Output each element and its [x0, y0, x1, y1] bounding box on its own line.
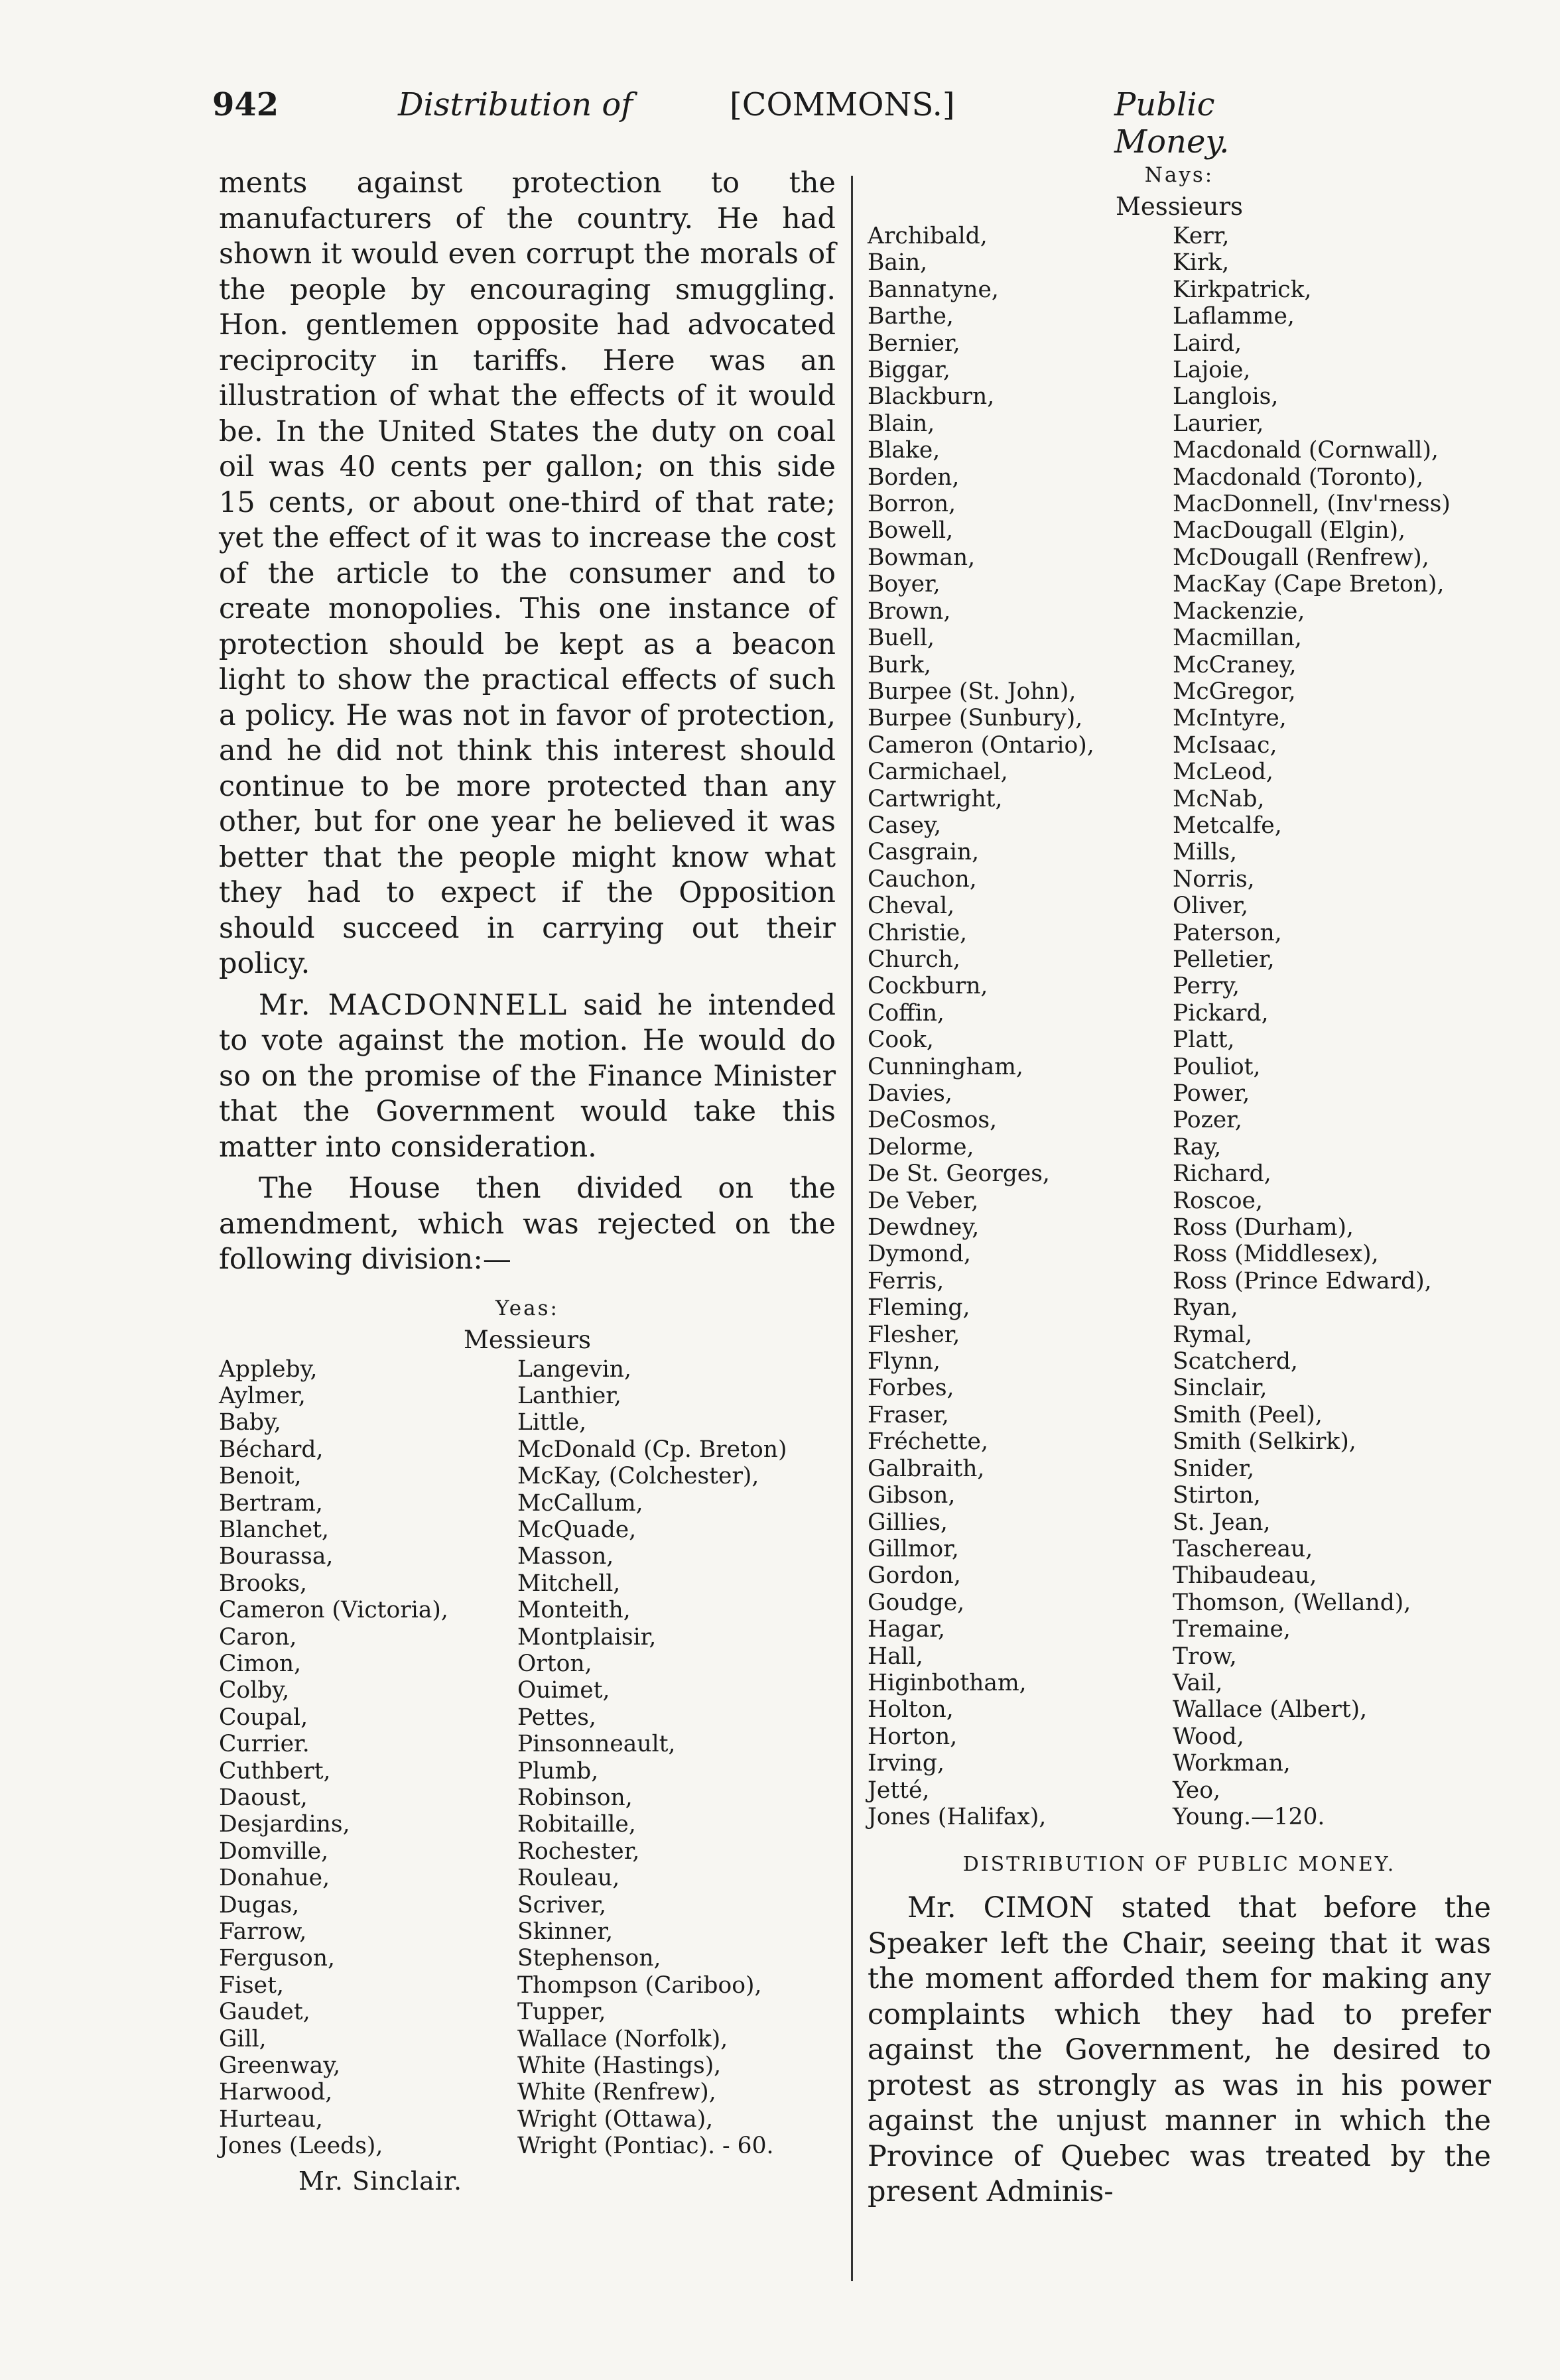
nay-member: MacKay (Cape Breton),: [1173, 571, 1445, 598]
yea-member: Caron,: [219, 1623, 297, 1651]
nay-member: Trow,: [1173, 1643, 1237, 1670]
nay-member: Gibson,: [868, 1482, 956, 1509]
nay-member: Galbraith,: [868, 1455, 985, 1482]
nay-member: Laflamme,: [1173, 303, 1295, 330]
nay-member: Burk,: [868, 651, 931, 678]
paired-member: Mr. Sinclair.: [298, 2166, 463, 2196]
nay-member: Taschereau,: [1173, 1535, 1313, 1562]
nay-member: Pozer,: [1173, 1107, 1242, 1134]
nays-column-2: [1173, 223, 1451, 1830]
nay-member: Barthe,: [868, 303, 954, 330]
nay-member: Blake,: [868, 437, 941, 464]
yea-member: Pinsonneault,: [517, 1731, 676, 1758]
nay-member: Ross (Middlesex),: [1173, 1241, 1379, 1268]
yea-member: Baby,: [219, 1409, 281, 1436]
nay-member: Workman,: [1173, 1750, 1291, 1777]
nay-member: Stirton,: [1173, 1482, 1261, 1509]
yea-member: Harwood,: [219, 2079, 333, 2106]
yea-member: McDonald (Cp. Breton): [517, 1436, 787, 1463]
yeas-heading: Yeas:: [495, 1296, 559, 1320]
yea-member: Rochester,: [517, 1838, 640, 1865]
nay-member: Fleming,: [868, 1294, 970, 1322]
nay-member: Casgrain,: [868, 839, 980, 866]
column-divider: [851, 176, 853, 2281]
yea-member: Montplaisir,: [517, 1623, 657, 1651]
nay-member: Gillmor,: [868, 1535, 959, 1562]
yea-member: Gaudet,: [219, 1999, 310, 2026]
yea-member: Pettes,: [517, 1704, 596, 1731]
nay-member: Cook,: [868, 1027, 934, 1054]
yea-member: Monteith,: [517, 1597, 631, 1624]
yea-member: Dugas,: [219, 1891, 300, 1918]
nay-member: Higinbotham,: [868, 1669, 1027, 1696]
yea-member: Daoust,: [219, 1785, 308, 1811]
nay-member: Ross (Durham),: [1173, 1214, 1354, 1241]
nay-member: Delorme,: [868, 1133, 974, 1160]
running-title-left: Distribution of: [398, 86, 633, 123]
yea-member: Rouleau,: [517, 1865, 620, 1892]
nay-member: Boyer,: [868, 571, 941, 598]
yea-member: Tupper,: [517, 1999, 606, 2026]
nay-member: Smith (Peel),: [1173, 1401, 1323, 1428]
nay-member: Thomson, (Welland),: [1173, 1589, 1411, 1616]
nay-member: Wallace (Albert),: [1173, 1696, 1368, 1723]
nay-member: Langlois,: [1173, 383, 1279, 410]
yea-member: Domville,: [219, 1838, 329, 1865]
nay-member: Davies,: [868, 1080, 952, 1107]
yea-member: Masson,: [517, 1543, 614, 1570]
yea-member: Greenway,: [219, 2052, 341, 2080]
right-column: [868, 159, 1491, 2210]
paragraph-cimon: [868, 1891, 1491, 2210]
nay-member: Kirkpatrick,: [1173, 276, 1312, 303]
nay-member: Snider,: [1173, 1455, 1255, 1482]
yeas-section: [219, 1292, 836, 2196]
nay-member: Archibald,: [868, 223, 988, 249]
nay-member: Laird,: [1173, 330, 1242, 357]
nay-member: Gordon,: [868, 1562, 961, 1590]
section-title: DISTRIBUTION OF PUBLIC MONEY.: [962, 1853, 1396, 1877]
nay-member: Lajoie,: [1173, 357, 1251, 384]
nay-member: Wood,: [1173, 1723, 1244, 1750]
nay-member: Jones (Halifax),: [868, 1803, 1047, 1830]
nay-member: Cheval,: [868, 893, 955, 920]
yea-member: Thompson (Cariboo),: [517, 1972, 762, 1999]
yea-member: White (Hastings),: [517, 2052, 722, 2080]
nay-member: Goudge,: [868, 1589, 965, 1616]
nay-member: Bernier,: [868, 330, 960, 357]
nay-member: Bain,: [868, 249, 928, 277]
nay-member: Mackenzie,: [1173, 597, 1305, 625]
nay-member: Borron,: [868, 491, 956, 518]
nay-member: Bowman,: [868, 544, 976, 571]
yea-member: Fiset,: [219, 1972, 284, 1999]
yea-member: Currier.: [219, 1731, 310, 1758]
nay-member: Dymond,: [868, 1241, 971, 1268]
yea-member: McKay, (Colchester),: [517, 1463, 759, 1490]
yea-member: Wright (Pontiac). - 60.: [517, 2133, 774, 2160]
yea-member: Mitchell,: [517, 1570, 621, 1597]
nay-member: Flynn,: [868, 1348, 941, 1375]
speaker-name: Mr. CIMON: [907, 1891, 1094, 1925]
yea-member: Wright (Ottawa),: [517, 2105, 714, 2133]
nay-member: Blackburn,: [868, 383, 995, 410]
yea-member: Langevin,: [517, 1355, 631, 1383]
nay-member: Ray,: [1173, 1133, 1222, 1160]
speech-text: stated that before the Speaker left the Chair, seeing that it was the moment afforded them for making any complaints which they had to prefer against the Government, he desired to protest as strongly as was in his power against the unjust manner in which the Province of Quebec was treated by the present Adminis-: [868, 1891, 1491, 2209]
nay-member: Metcalfe,: [1173, 812, 1282, 839]
nay-member: Cartwright,: [868, 785, 1003, 812]
yea-member: Blanchet,: [219, 1516, 329, 1543]
nay-member: Laurier,: [1173, 410, 1264, 437]
nay-member: Hagar,: [868, 1616, 945, 1643]
nay-member: Kerr,: [1173, 223, 1230, 249]
nay-member: Cauchon,: [868, 865, 977, 893]
yea-member: Farrow,: [219, 1918, 307, 1946]
nay-member: Fréchette,: [868, 1428, 988, 1456]
yea-member: Colby,: [219, 1677, 290, 1704]
nay-member: Jetté,: [868, 1777, 930, 1804]
running-title-right: Public Money.: [1114, 86, 1230, 160]
nay-member: McCraney,: [1173, 651, 1297, 678]
nay-member: Young.—120.: [1173, 1803, 1325, 1830]
nay-member: Rymal,: [1173, 1321, 1253, 1348]
yea-member: Ouimet,: [517, 1677, 610, 1704]
nay-member: Mills,: [1173, 839, 1238, 866]
yea-member: Hurteau,: [219, 2105, 323, 2133]
yea-member: Lanthier,: [517, 1382, 621, 1409]
yea-member: Scriver,: [517, 1891, 607, 1918]
nay-member: Bowell,: [868, 517, 954, 544]
yea-member: Jones (Leeds),: [219, 2133, 383, 2160]
nay-member: Scatcherd,: [1173, 1348, 1298, 1375]
nays-section: [868, 159, 1491, 1830]
nay-member: Norris,: [1173, 865, 1255, 893]
nay-member: Macmillan,: [1173, 625, 1302, 652]
yea-member: Bertram,: [219, 1489, 323, 1517]
yeas-column-2: [517, 1356, 787, 2160]
yea-member: Cimon,: [219, 1650, 302, 1677]
yeas-column-1: [219, 1356, 517, 2160]
nay-member: Cameron (Ontario),: [868, 731, 1094, 759]
nay-member: McIntyre,: [1173, 705, 1287, 732]
nay-member: Pelletier,: [1173, 946, 1275, 973]
nay-member: Power,: [1173, 1080, 1250, 1107]
yeas-name-list: [219, 1356, 836, 2160]
nay-member: Carmichael,: [868, 759, 1008, 786]
yea-member: Plumb,: [517, 1757, 599, 1785]
page-header: [212, 86, 1340, 160]
nay-member: Blain,: [868, 410, 935, 437]
nay-member: Richard,: [1173, 1160, 1271, 1188]
yea-member: Robitaille,: [517, 1811, 636, 1838]
nay-member: Ferris,: [868, 1267, 944, 1294]
nay-member: Coffin,: [868, 999, 944, 1027]
yea-member: Cuthbert,: [219, 1757, 331, 1785]
yea-member: Benoit,: [219, 1463, 302, 1490]
nay-member: MacDonnell, (Inv'rness): [1173, 491, 1451, 518]
nay-member: Platt,: [1173, 1027, 1235, 1054]
yea-member: White (Renfrew),: [517, 2079, 716, 2106]
nay-member: Thibaudeau,: [1173, 1562, 1317, 1590]
nay-member: Cockburn,: [868, 973, 988, 1000]
nay-member: Bannatyne,: [868, 276, 999, 303]
yea-member: Bourassa,: [219, 1543, 334, 1570]
nay-member: Sinclair,: [1173, 1375, 1268, 1402]
page-number: 942: [212, 86, 279, 123]
nay-member: Horton,: [868, 1723, 958, 1750]
nay-member: Pouliot,: [1173, 1053, 1261, 1080]
nay-member: Macdonald (Cornwall),: [1173, 437, 1439, 464]
yea-member: McQuade,: [517, 1516, 637, 1543]
nay-member: McIsaac,: [1173, 731, 1277, 759]
yea-member: Orton,: [517, 1650, 592, 1677]
nays-subheading: Messieurs: [1116, 192, 1243, 221]
nay-member: Burpee (St. John),: [868, 678, 1076, 705]
nay-member: Burpee (Sunbury),: [868, 705, 1083, 732]
nay-member: Fraser,: [868, 1401, 949, 1428]
speech-text: said he intended to vote against the motion. He would do so on the promise of the Finance Minister that the Government would take this matter into consideration.: [219, 988, 836, 1164]
nay-member: Roscoe,: [1173, 1187, 1263, 1214]
paragraph-division: The House then divided on the amendment, which was rejected on the following division:—: [219, 1172, 836, 1276]
yea-member: Robinson,: [517, 1785, 633, 1811]
yeas-subheading: Messieurs: [464, 1325, 591, 1354]
nay-member: Buell,: [868, 625, 935, 652]
yea-member: Ferguson,: [219, 1945, 335, 1972]
yea-member: Skinner,: [517, 1918, 614, 1946]
nay-member: Macdonald (Toronto),: [1173, 464, 1424, 491]
nay-member: Kirk,: [1173, 249, 1230, 277]
nay-member: Flesher,: [868, 1321, 960, 1348]
yea-member: Aylmer,: [219, 1382, 306, 1409]
yea-member: Béchard,: [219, 1436, 324, 1463]
nay-member: Holton,: [868, 1696, 954, 1723]
nay-member: Brown,: [868, 597, 951, 625]
yea-member: Cameron (Victoria),: [219, 1597, 448, 1624]
yea-member: Wallace (Norfolk),: [517, 2025, 728, 2052]
nay-member: Forbes,: [868, 1375, 954, 1402]
nay-member: Biggar,: [868, 357, 950, 384]
nay-member: Oliver,: [1173, 893, 1248, 920]
nay-member: Dewdney,: [868, 1214, 980, 1241]
nay-member: Casey,: [868, 812, 941, 839]
nay-member: DeCosmos,: [868, 1107, 998, 1134]
yea-member: McCallum,: [517, 1489, 643, 1517]
nay-member: Pickard,: [1173, 999, 1269, 1027]
nays-heading: Nays:: [1144, 163, 1214, 187]
nay-member: McDougall (Renfrew),: [1173, 544, 1429, 571]
nays-name-list: [868, 223, 1491, 1830]
nay-member: Hall,: [868, 1643, 923, 1670]
paragraph-macdonnell: [219, 988, 836, 1166]
nay-member: Christie,: [868, 919, 968, 946]
nay-member: Tremaine,: [1173, 1616, 1291, 1643]
nay-member: McGregor,: [1173, 678, 1296, 705]
nay-member: Church,: [868, 946, 960, 973]
nay-member: Gillies,: [868, 1509, 948, 1536]
paragraph-protection: ments against protection to the manufacturers of the country. He had shown it would even corrupt the morals of the people by encouraging smuggling. Hon. gentlemen opposite had advocated reciprocity in tariffs. Here was an illustration of what the effects of it would be. In the United States the duty on coal oil was 40 cents per gallon; on this side 15 cents, or about one-third of that rate; yet the effect of it was to increase the cost of the article to the consumer and to create monopolies. This one instance of protection should be kept as a beacon light to show the practical effects of such a policy. He was not in favor of protection, and he did not think this interest should continue to be more protected than any other, but for one year he believed it was better that the people might know what they had to expect if the Opposition should succeed in carrying out their policy.: [219, 166, 836, 980]
nay-member: McLeod,: [1173, 759, 1273, 786]
nay-member: Ross (Prince Edward),: [1173, 1267, 1432, 1294]
nay-member: St. Jean,: [1173, 1509, 1271, 1536]
yea-member: Gill,: [219, 2025, 267, 2052]
yea-member: Desjardins,: [219, 1811, 350, 1838]
yea-member: Donahue,: [219, 1865, 330, 1892]
speaker-name: Mr. MACDONNELL: [259, 988, 568, 1022]
nay-member: Borden,: [868, 464, 960, 491]
nay-member: Paterson,: [1173, 919, 1282, 946]
nay-member: De St. Georges,: [868, 1160, 1050, 1188]
nay-member: MacDougall (Elgin),: [1173, 517, 1405, 544]
left-column: [219, 166, 836, 2196]
running-title-center: [COMMONS.]: [730, 86, 955, 123]
nay-member: Ryan,: [1173, 1294, 1238, 1322]
nay-member: Cunningham,: [868, 1053, 1023, 1080]
nay-member: Perry,: [1173, 973, 1240, 1000]
nay-member: Smith (Selkirk),: [1173, 1428, 1356, 1456]
nays-column-1: [868, 223, 1173, 1830]
yea-member: Stephenson,: [517, 1945, 661, 1972]
yea-member: Little,: [517, 1409, 587, 1436]
nay-member: Yeo,: [1173, 1777, 1220, 1804]
nay-member: McNab,: [1173, 785, 1265, 812]
nay-member: Irving,: [868, 1750, 944, 1777]
yea-member: Brooks,: [219, 1570, 307, 1597]
yea-member: Appleby,: [219, 1355, 318, 1383]
nay-member: De Veber,: [868, 1187, 979, 1214]
yea-member: Coupal,: [219, 1704, 308, 1731]
nay-member: Vail,: [1173, 1669, 1223, 1696]
